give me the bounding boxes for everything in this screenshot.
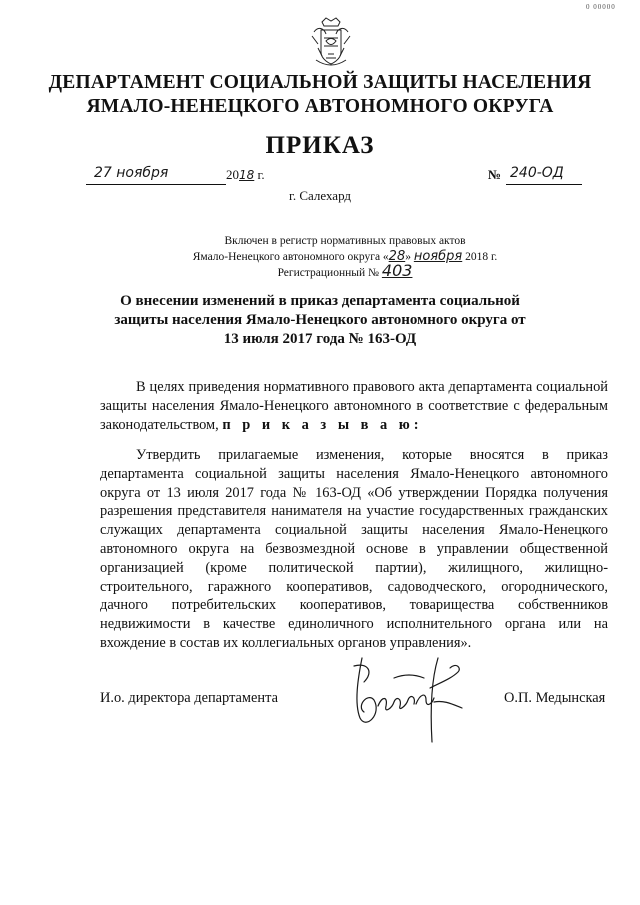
order-body-paragraph: Утвердить прилагаемые изменения, которые вносятся в приказ департамента социальной защиты населения Ямало-Ненецкого автономного округа от 13 июля 2017 года № 163-ОД «Об утверждении Порядка получения разрешения представителя нанимателя на участие государственных гражданских служащих департамента социальной защиты населения Ямало-Ненецкого автономного округа на безвозмездной основе в управлении общественной организацией (кроме политической партии), жилищного, жилищно-строительного, гаражного кооперативов, садоводческого, огороднического, дачного потребительских кооперативов, товарищества собственников недвижимости в качестве единоличного исполнительного органа или на вхождение в состав их коллегиальных органов управления».: [100, 447, 608, 651]
order-number-label: №: [488, 167, 502, 182]
registration-line1: Включен в регистр нормативных правовых актов: [224, 235, 466, 247]
handwritten-reg-month: ноября: [413, 249, 463, 264]
city-name: г. Салехард: [288, 188, 352, 203]
registration-line2: Ямало-Ненецкого автономного округа «28» ноября 2018 г.: [192, 249, 498, 264]
handwritten-date: 27 ноября: [94, 165, 169, 181]
corner-mark: 0 00000: [586, 3, 616, 11]
order-verb: п р и к а з ы в а ю:: [222, 416, 423, 433]
preamble-text: В целях приведения нормативного правового акта департамента социальной защиты населения Ямало-Ненецкого автономного в соответствие с федеральным законодательством,: [100, 379, 608, 433]
order-number-field: [506, 166, 582, 185]
signatory-position: И.о. директора департамента: [100, 690, 278, 706]
coat-of-arms-icon: [308, 14, 354, 70]
signatory-name: О.П. Медынская: [504, 690, 606, 706]
order-year: 2018 г.: [226, 167, 265, 182]
order-subject-heading: О внесении изменений в приказ департамента социальной защиты населения Ямало-Ненецкого автономного округа от 13 июля 2017 года № 163-ОД: [114, 293, 526, 347]
department-title-line1: ДЕПАРТАМЕНТ СОЦИАЛЬНОЙ ЗАЩИТЫ НАСЕЛЕНИЯ: [48, 72, 592, 93]
document-type-heading: ПРИКАЗ: [265, 132, 375, 159]
preamble-paragraph: [100, 378, 608, 434]
handwritten-order-number: 240-ОД: [510, 165, 564, 181]
handwritten-reg-day: 28: [388, 249, 406, 264]
registration-line3: Регистрационный № 403: [277, 261, 413, 280]
handwritten-reg-number: 403: [381, 261, 413, 280]
order-date-field: [86, 166, 226, 185]
handwritten-signature: [334, 648, 480, 744]
department-title-line2: ЯМАЛО-НЕНЕЦКОГО АВТОНОМНОГО ОКРУГА: [86, 96, 554, 117]
handwritten-year: 18: [239, 168, 255, 182]
